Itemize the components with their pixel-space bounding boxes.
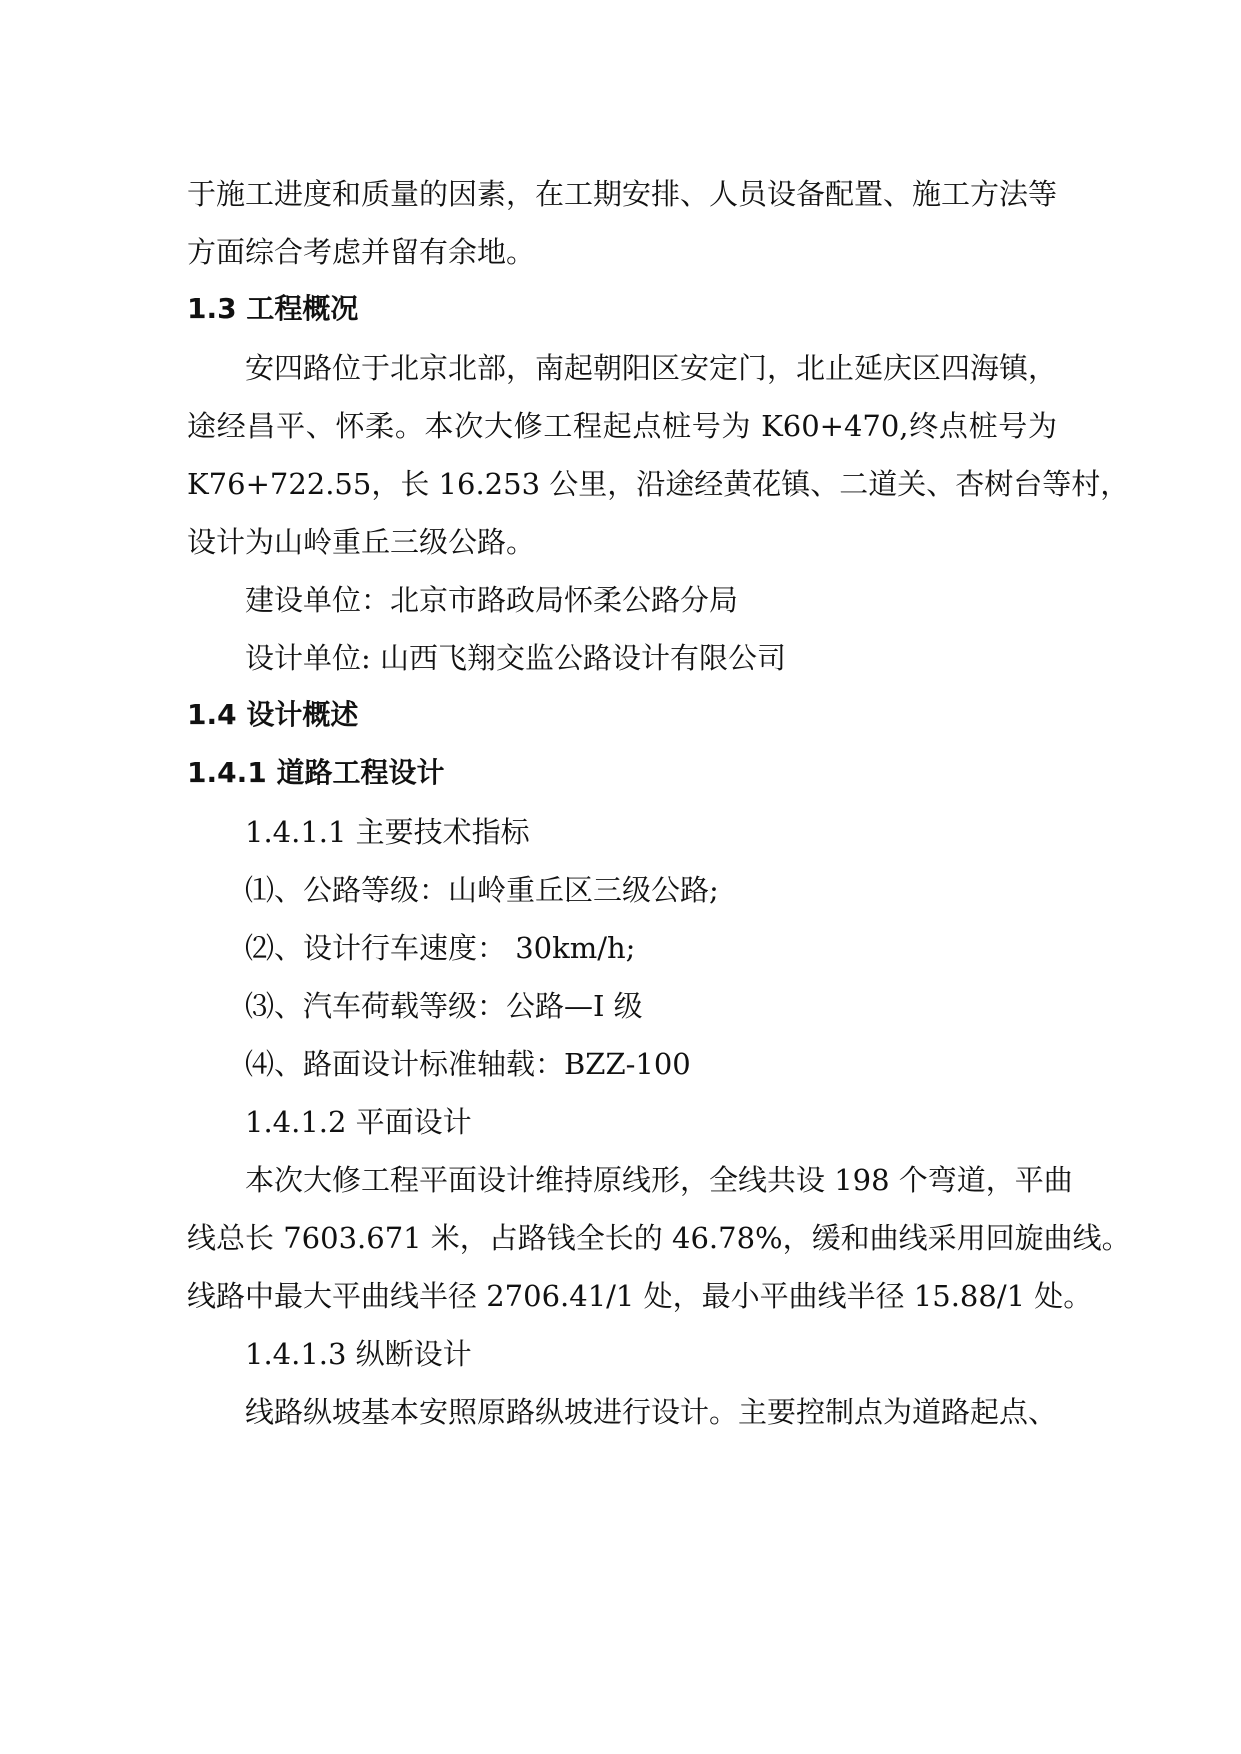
section-heading: 1.4 设计概述 xyxy=(187,698,359,731)
paragraph-line: 方面综合考虑并留有余地。 xyxy=(187,235,536,269)
section-heading: 1.3 工程概况 xyxy=(187,292,359,325)
paragraph-line: 本次大修工程平面设计维持原线形，全线共设 198 个弯道，平曲 xyxy=(245,1163,1073,1197)
paragraph-line: 设计单位: 山西飞翔交监公路设计有限公司 xyxy=(245,641,786,675)
paragraph-line: 线路中最大平曲线半径 2706.41/1 处，最小平曲线半径 15.88/1 处。 xyxy=(187,1279,1093,1313)
list-item: ⑶、汽车荷载等级：公路—I 级 xyxy=(245,989,643,1023)
paragraph-line: 线总长 7603.671 米，占路钱全长的 46.78%，缓和曲线采用回旋曲线。 xyxy=(187,1221,1131,1255)
subsubsection-heading: 1.4.1.2 平面设计 xyxy=(245,1105,472,1139)
paragraph-line: 安四路位于北京北部，南起朝阳区安定门，北止延庆区四海镇， xyxy=(245,351,1058,385)
paragraph-line: 建设单位：北京市路政局怀柔公路分局 xyxy=(245,583,739,617)
list-item: ⑵、设计行车速度： 30km/h; xyxy=(245,931,636,965)
paragraph-line: 设计为山岭重丘三级公路。 xyxy=(187,525,536,559)
subsection-heading: 1.4.1 道路工程设计 xyxy=(187,756,445,789)
paragraph-line: 于施工进度和质量的因素，在工期安排、人员设备配置、施工方法等 xyxy=(187,177,1058,211)
paragraph-line: 线路纵坡基本安照原路纵坡进行设计。主要控制点为道路起点、 xyxy=(245,1395,1058,1429)
subsubsection-heading: 1.4.1.3 纵断设计 xyxy=(245,1337,472,1371)
list-item: ⑷、路面设计标准轴载：BZZ-100 xyxy=(245,1047,691,1081)
subsubsection-heading: 1.4.1.1 主要技术指标 xyxy=(245,815,530,849)
list-item: ⑴、公路等级：山岭重丘区三级公路; xyxy=(245,873,719,907)
paragraph-line: K76+722.55，长 16.253 公里，沿途经黄花镇、二道关、杏树台等村， xyxy=(187,467,1130,501)
paragraph-line: 途经昌平、怀柔。本次大修工程起点桩号为 K60+470,终点桩号为 xyxy=(187,409,1057,443)
